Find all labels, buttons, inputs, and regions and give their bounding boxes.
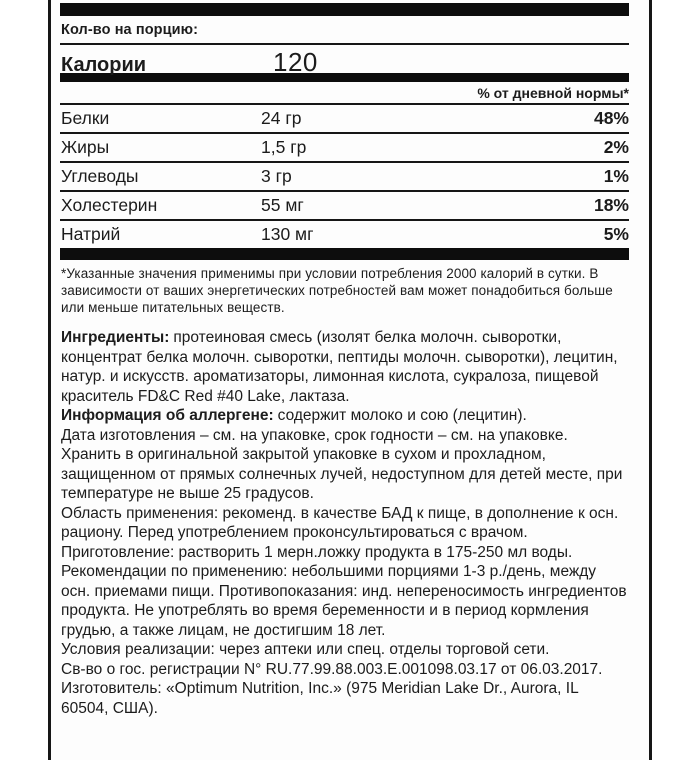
preparation-line: Приготовление: растворить 1 мерн.ложку продукта в 175-250 мл воды.	[61, 543, 573, 561]
nutrient-row-carbs	[60, 163, 629, 192]
nutrient-amount: 130 мг	[261, 224, 314, 244]
nutrient-row-cholesterol	[60, 192, 629, 221]
nutrient-name: Жиры	[61, 137, 110, 157]
allergen-text: содержит молоко и сою (лецитин).	[277, 407, 527, 424]
bottom-separator-bar	[60, 248, 629, 260]
top-separator-bar	[60, 3, 629, 16]
ingredients-label: Ингредиенты:	[61, 329, 170, 346]
nutrient-amount: 3 гр	[261, 166, 292, 186]
nutrient-name: Белки	[61, 108, 110, 128]
calories-label: Калории	[61, 54, 147, 76]
nutrient-row-sodium	[60, 221, 629, 248]
daily-value-footnote: *Указанные значения применимы при условии потребления 2000 калорий в сутки. В зависимости от ваших энергетических потребностей вам может понадобиться больше или меньше питательных веществ.	[61, 266, 613, 315]
allergen-paragraph	[60, 406, 629, 426]
daily-value-header: % от дневной нормы*	[60, 82, 629, 105]
usage-area-line: Область применения: рекоменд. в качестве БАД к пище, в дополнение к осн. рациону. Перед употреблением проконсультироваться с врачом.	[61, 504, 619, 541]
sale-conditions-line: Условия реализации: через аптеки или спец. отделы торговой сети.	[61, 641, 550, 658]
manufacture-date-line: Дата изготовления – см. на упаковке, срок годности – см. на упаковке.	[61, 426, 568, 444]
nutrient-dv: 18%	[593, 195, 629, 215]
nutrient-amount: 55 мг	[261, 195, 304, 215]
nutrient-row-protein	[60, 105, 629, 134]
nutrient-dv: 48%	[593, 108, 629, 128]
ingredients-paragraph	[60, 328, 629, 406]
nutrient-name: Холестерин	[61, 195, 158, 215]
calories-row	[60, 45, 629, 77]
nutrient-amount: 24 гр	[261, 108, 302, 128]
nutrient-amount: 1,5 гр	[261, 137, 307, 157]
nutrient-name: Углеводы	[61, 166, 139, 186]
recommendations-line: Рекомендации по применению: небольшими порциями 1-3 р./день, между осн. приемами пищи. Противопоказания: инд. непереносимость ингредиентов продукта. Не употреблять во время беременности и в период кормления грудью, а также лицам, не достигшим 18 лет.	[61, 563, 627, 639]
allergen-label: Информация об аллергене:	[61, 407, 274, 424]
nutrient-dv: 5%	[603, 224, 629, 244]
storage-conditions-line: Хранить в оригинальной закрытой упаковке в сухом и прохладном, защищенном от прямых солнечных лучей, недоступном для детей месте, при температуре не выше 25 градусов.	[61, 446, 623, 502]
nutrient-dv: 2%	[603, 137, 629, 157]
nutrition-label	[48, 0, 652, 760]
manufacturer-line: Изготовитель: «Optimum Nutrition, Inc.» (975 Meridian Lake Dr., Aurora, IL 60504, США).	[61, 680, 579, 717]
nutrient-name: Натрий	[61, 224, 121, 244]
registration-line: Св-во о гос. регистрации N° RU.77.99.88.003.E.001098.03.17 от 06.03.2017.	[61, 660, 603, 678]
nutrient-row-fat	[60, 134, 629, 163]
ingredients-text: протеиновая смесь (изолят белка молочн. сыворотки, концентрат белка молочн. сыворотки, пептиды молочн. сыворотки), лецитин, натур. и искусств. ароматизаторы, лимонная кислота, сукралоза, пищевой краситель FD&C Red #40 Lake, лактаза.	[61, 329, 618, 405]
nutrient-dv: 1%	[603, 166, 629, 186]
serving-header: Кол-во на порцию:	[60, 16, 629, 45]
calories-value: 120	[273, 47, 318, 77]
